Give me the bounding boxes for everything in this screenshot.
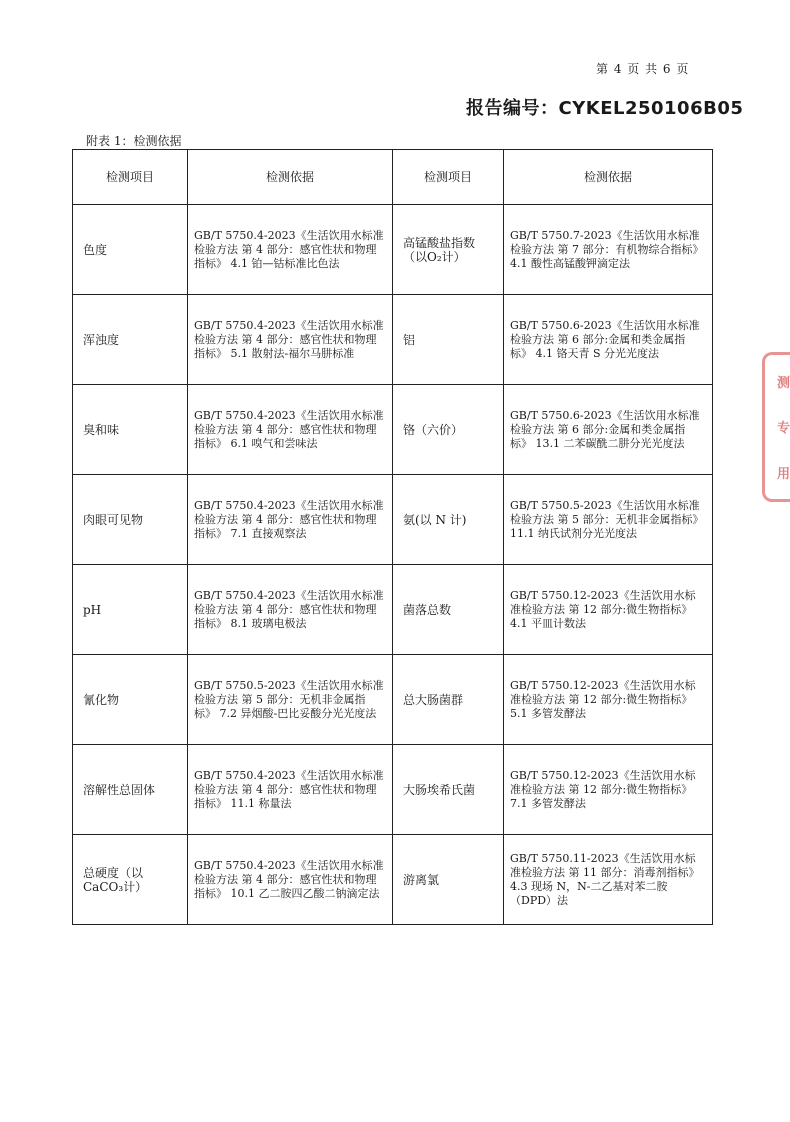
test-basis: GB/T 5750.4-2023《生活饮用水标准检验方法 第 4 部分：感官性状和物理指标》 4.1 铂—钴标准比色法 [188, 205, 393, 295]
table-header-row [73, 150, 713, 205]
header-item-2: 检测项目 [393, 150, 504, 205]
table-row [73, 565, 713, 655]
test-basis: GB/T 5750.4-2023《生活饮用水标准检验方法 第 4 部分：感官性状和物理指标》 8.1 玻璃电极法 [188, 565, 393, 655]
test-item: 溶解性总固体 [73, 745, 188, 835]
test-basis: GB/T 5750.4-2023《生活饮用水标准检验方法 第 4 部分：感官性状和物理指标》 10.1 乙二胺四乙酸二钠滴定法 [188, 835, 393, 925]
test-basis: GB/T 5750.12-2023《生活饮用水标准检验方法 第 12 部分:微生物指标》 4.1 平皿计数法 [504, 565, 713, 655]
test-basis: GB/T 5750.7-2023《生活饮用水标准检验方法 第 7 部分：有机物综合指标》 4.1 酸性高锰酸钾滴定法 [504, 205, 713, 295]
test-basis: GB/T 5750.4-2023《生活饮用水标准检验方法 第 4 部分：感官性状和物理指标》 11.1 称量法 [188, 745, 393, 835]
inspection-basis-table [72, 149, 713, 925]
test-item: 铬（六价） [393, 385, 504, 475]
test-basis: GB/T 5750.5-2023《生活饮用水标准检验方法 第 5 部分：无机非金属指标》 11.1 纳氏试剂分光光度法 [504, 475, 713, 565]
seal-stamp [762, 352, 790, 502]
test-item: 臭和味 [73, 385, 188, 475]
seal-stamp-char: 专 [776, 421, 790, 437]
test-basis: GB/T 5750.6-2023《生活饮用水标准检验方法 第 6 部分:金属和类金属指标》 13.1 二苯碳酰二肼分光光度法 [504, 385, 713, 475]
seal-stamp-char: 用 [776, 466, 790, 482]
test-item: 肉眼可见物 [73, 475, 188, 565]
table-caption: 附表 1：检测依据 [86, 134, 182, 148]
header-basis-2: 检测依据 [504, 150, 713, 205]
test-item: 总硬度（以 CaCO₃计） [73, 835, 188, 925]
test-item: 游离氯 [393, 835, 504, 925]
header-basis-1: 检测依据 [188, 150, 393, 205]
test-item: 大肠埃希氏菌 [393, 745, 504, 835]
test-item: 氰化物 [73, 655, 188, 745]
report-number: 报告编号：CYKEL250106B05 [466, 98, 744, 119]
seal-stamp-char: 测 [776, 376, 790, 392]
test-item: 高锰酸盐指数（以O₂计） [393, 205, 504, 295]
test-item: 总大肠菌群 [393, 655, 504, 745]
test-basis: GB/T 5750.6-2023《生活饮用水标准检验方法 第 6 部分:金属和类金属指标》 4.1 铬天青 S 分光光度法 [504, 295, 713, 385]
test-item: 色度 [73, 205, 188, 295]
test-item: 铝 [393, 295, 504, 385]
test-basis: GB/T 5750.12-2023《生活饮用水标准检验方法 第 12 部分:微生物指标》 7.1 多管发酵法 [504, 745, 713, 835]
test-basis: GB/T 5750.12-2023《生活饮用水标准检验方法 第 12 部分:微生物指标》 5.1 多管发酵法 [504, 655, 713, 745]
test-basis: GB/T 5750.4-2023《生活饮用水标准检验方法 第 4 部分：感官性状和物理指标》 5.1 散射法-福尔马肼标准 [188, 295, 393, 385]
header-item-1: 检测项目 [73, 150, 188, 205]
test-item: 氨(以 N 计) [393, 475, 504, 565]
table-row [73, 655, 713, 745]
table-row [73, 295, 713, 385]
test-basis: GB/T 5750.4-2023《生活饮用水标准检验方法 第 4 部分：感官性状和物理指标》 6.1 嗅气和尝味法 [188, 385, 393, 475]
table-row [73, 475, 713, 565]
page-number: 第 4 页 共 6 页 [596, 62, 690, 76]
table-row [73, 745, 713, 835]
test-basis: GB/T 5750.11-2023《生活饮用水标准检验方法 第 11 部分：消毒剂指标》 4.3 现场 N，N-二乙基对苯二胺（DPD）法 [504, 835, 713, 925]
test-basis: GB/T 5750.4-2023《生活饮用水标准检验方法 第 4 部分：感官性状和物理指标》 7.1 直接观察法 [188, 475, 393, 565]
test-item: 浑浊度 [73, 295, 188, 385]
test-item: pH [73, 565, 188, 655]
table-row [73, 205, 713, 295]
table-row [73, 385, 713, 475]
test-basis: GB/T 5750.5-2023《生活饮用水标准检验方法 第 5 部分：无机非金属指标》 7.2 异烟酸-巴比妥酸分光光度法 [188, 655, 393, 745]
table-row [73, 835, 713, 925]
test-item: 菌落总数 [393, 565, 504, 655]
